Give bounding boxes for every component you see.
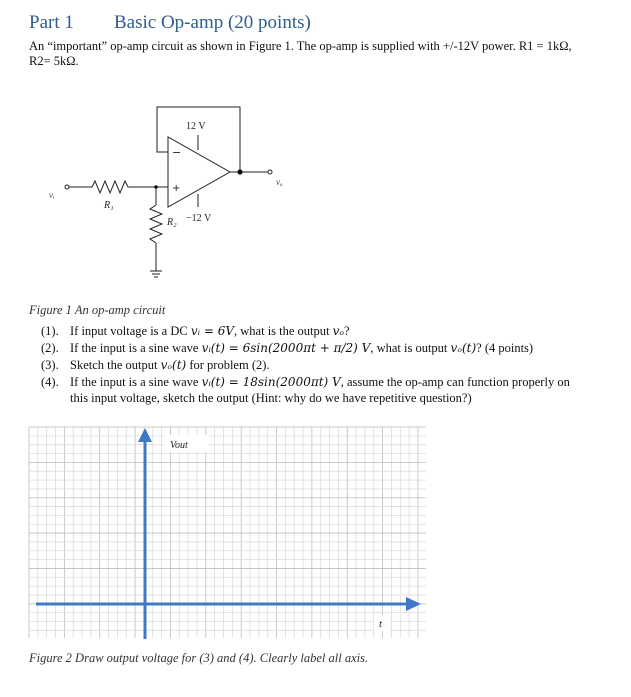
plus-input-sign: + xyxy=(172,183,181,194)
r2-resistor xyxy=(150,205,162,243)
y-axis-arrowhead xyxy=(138,428,152,442)
question-number: (3). xyxy=(41,358,59,372)
question-number: (2). xyxy=(41,341,59,355)
question-text: ? xyxy=(344,324,350,338)
question-math: vᵢ = 6V xyxy=(190,324,235,338)
question-math: vₒ(t) xyxy=(450,341,477,355)
question-text: Sketch the output xyxy=(70,358,161,372)
question-text: If the input is a sine wave xyxy=(70,341,202,355)
figure2-caption: Figure 2 Draw output voltage for (3) and (4). Clearly label all axis. xyxy=(29,651,369,665)
opamp-circuit-figure xyxy=(40,95,300,295)
question-text: , assume the op-amp can function properly on this input voltage, sketch the output (Hint: why do we have repetitive question?) xyxy=(70,375,570,405)
part-title: Basic Op-amp (20 points) xyxy=(114,12,311,33)
supply-top-label: 12 V xyxy=(186,121,206,132)
part-number: Part 1 xyxy=(29,12,74,33)
question-math: vᵢ(t) = 18sin(2000πt) V xyxy=(201,375,341,389)
x-axis-arrowhead xyxy=(406,597,421,611)
question-number: (4). xyxy=(41,375,59,389)
r2-label: R₂ xyxy=(167,217,177,228)
graph-paper-figure xyxy=(28,426,428,640)
r1-label: R₁ xyxy=(104,200,114,211)
question-math: vₒ xyxy=(332,324,345,338)
y-axis-label: Vout xyxy=(170,440,188,451)
minus-input-sign: − xyxy=(172,146,182,159)
x-axis-label: t xyxy=(379,618,383,630)
question-text: , what is the output xyxy=(234,324,333,338)
output-voltage-label: vₒ xyxy=(276,177,283,187)
question-list xyxy=(41,323,581,407)
r2-node-dot xyxy=(154,185,158,189)
question-item xyxy=(41,340,581,356)
question-text: If the input is a sine wave xyxy=(70,375,202,389)
question-item xyxy=(41,357,581,373)
figure1-caption: Figure 1 An op-amp circuit xyxy=(29,303,166,317)
output-terminal xyxy=(268,170,272,174)
question-math: vᵢ(t) = 6sin(2000πt + π/2) V xyxy=(201,341,371,355)
question-text: If input voltage is a DC xyxy=(70,324,191,338)
r1-resistor xyxy=(92,181,128,193)
question-number: (1). xyxy=(41,324,59,338)
question-item xyxy=(41,323,581,339)
question-item xyxy=(41,374,581,406)
output-node-dot xyxy=(237,169,242,174)
supply-bottom-label: −12 V xyxy=(186,213,212,224)
input-terminal xyxy=(65,185,69,189)
question-math: vₒ(t) xyxy=(160,358,187,372)
input-voltage-label: vᵢ xyxy=(49,190,55,200)
question-text: , what is output xyxy=(370,341,451,355)
question-text: ? (4 points) xyxy=(476,341,534,355)
grid-lines xyxy=(29,427,426,638)
question-text: for problem (2). xyxy=(186,358,270,372)
intro-paragraph: An “important” op-amp circuit as shown in Figure 1. The op-amp is supplied with +/-12V power. R1 = 1kΩ, R2= 5kΩ. xyxy=(29,39,572,68)
